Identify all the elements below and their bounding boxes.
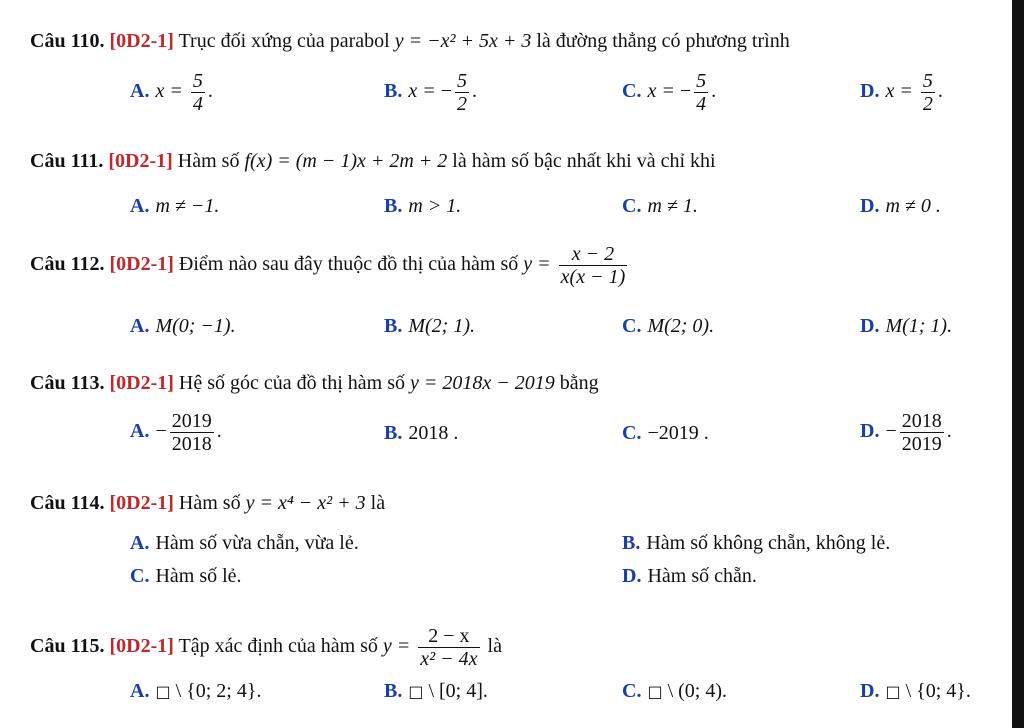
question-114	[30, 492, 385, 515]
option-d[interactable]: D. − $\frac{2018}{2019}$ .	[860, 410, 952, 455]
option-a[interactable]: A. m ≠ −1.	[130, 195, 220, 217]
question-text: Hệ số góc của đồ thị hàm số	[178, 372, 405, 394]
question-number: Câu 115.	[30, 635, 105, 658]
option-b[interactable]: B. x = − $\frac{5}{2}$ .	[384, 70, 477, 115]
option-c[interactable]: C. x = − $\frac{5}{4}$ .	[622, 70, 717, 115]
question-tag: [0D2-1]	[109, 253, 174, 276]
screen-border	[1012, 0, 1024, 728]
fraction: $\frac{5}{4}$	[696, 70, 707, 115]
option-c[interactable]: C. Hàm số lẻ.	[130, 565, 242, 587]
option-a[interactable]: A. Hàm số vừa chẵn, vừa lẻ.	[130, 532, 359, 554]
question-text-after: là	[370, 492, 386, 514]
option-c[interactable]: C. M(2; 0).	[622, 315, 715, 337]
option-a[interactable]: A. M(0; −1).	[130, 315, 236, 337]
formula: y = −x² + 5x + 3	[394, 30, 532, 52]
question-text: Tập xác định của hàm số	[178, 635, 378, 658]
option-c[interactable]: C. □ \ (0; 4).	[622, 680, 728, 702]
formula: f(x) = (m − 1)x + 2m + 2	[244, 150, 448, 172]
question-tag: [0D2-1]	[109, 372, 174, 394]
question-tag: [0D2-1]	[109, 635, 174, 658]
question-number: Câu 111.	[30, 150, 104, 172]
fraction: $\frac{2019}{2018}$	[171, 410, 212, 455]
question-text-after: bằng	[559, 372, 599, 394]
question-115	[30, 625, 502, 670]
formula: y = 2018x − 2019	[409, 372, 555, 394]
question-text: Hàm số	[178, 492, 241, 514]
question-text-after: là đường thẳng có phương trình	[536, 30, 790, 52]
question-number: Câu 113.	[30, 372, 105, 394]
question-113	[30, 372, 599, 395]
question-tag: [0D2-1]	[108, 150, 173, 172]
option-b[interactable]: B. Hàm số không chẵn, không lẻ.	[622, 532, 891, 554]
option-d[interactable]: D. m ≠ 0 .	[860, 195, 941, 217]
option-a[interactable]: A. □ \ {0; 2; 4}.	[130, 680, 262, 702]
set-symbol-icon: □	[647, 682, 663, 701]
fraction: $\frac{x - 2}{x(x - 1)}$	[560, 243, 626, 288]
question-text: Điểm nào sau đây thuộc đồ thị của hàm số	[178, 253, 519, 276]
option-c[interactable]: C. m ≠ 1.	[622, 195, 698, 217]
question-tag: [0D2-1]	[109, 492, 174, 514]
fraction: $\frac{5}{2}$	[922, 70, 933, 115]
option-b[interactable]: B. M(2; 1).	[384, 315, 475, 337]
option-a[interactable]: A. x = $\frac{5}{4}$ .	[130, 70, 213, 115]
option-b[interactable]: B. □ \ [0; 4].	[384, 680, 488, 702]
question-tag: [0D2-1]	[109, 30, 174, 52]
question-111	[30, 150, 716, 173]
option-b[interactable]: B. m > 1.	[384, 195, 462, 217]
question-number: Câu 110.	[30, 30, 105, 52]
question-number: Câu 114.	[30, 492, 105, 514]
option-b[interactable]: B. 2018 .	[384, 422, 459, 444]
question-text-after: là hàm số bậc nhất khi và chỉ khi	[452, 150, 716, 172]
fraction: $\frac{5}{4}$	[192, 70, 203, 115]
option-d[interactable]: D. Hàm số chẵn.	[622, 565, 757, 587]
set-symbol-icon: □	[408, 682, 424, 701]
question-112	[30, 243, 630, 288]
fraction: $\frac{5}{2}$	[457, 70, 467, 115]
set-symbol-icon: □	[155, 682, 171, 701]
fraction: $\frac{2 - x}{\text{x² − 4x}}$	[420, 625, 478, 670]
formula-prefix: y =	[523, 253, 551, 276]
set-symbol-icon: □	[885, 682, 901, 701]
option-d[interactable]: D. □ \ {0; 4}.	[860, 680, 971, 702]
question-number: Câu 112.	[30, 253, 105, 276]
question-text-after: là	[487, 635, 502, 658]
option-d[interactable]: D. x = $\frac{5}{2}$ .	[860, 70, 943, 115]
fraction: $\frac{2018}{2019}$	[901, 410, 942, 455]
question-110	[30, 30, 790, 53]
option-d[interactable]: D. M(1; 1).	[860, 315, 953, 337]
question-text: Trục đối xứng của parabol	[178, 30, 390, 52]
option-a[interactable]: A. − $\frac{2019}{2018}$ .	[130, 410, 222, 455]
formula-prefix: y =	[382, 635, 411, 658]
option-c[interactable]: C. −2019 .	[622, 422, 709, 444]
formula: y = x⁴ − x² + 3	[245, 492, 366, 514]
question-text: Hàm số	[177, 150, 240, 172]
